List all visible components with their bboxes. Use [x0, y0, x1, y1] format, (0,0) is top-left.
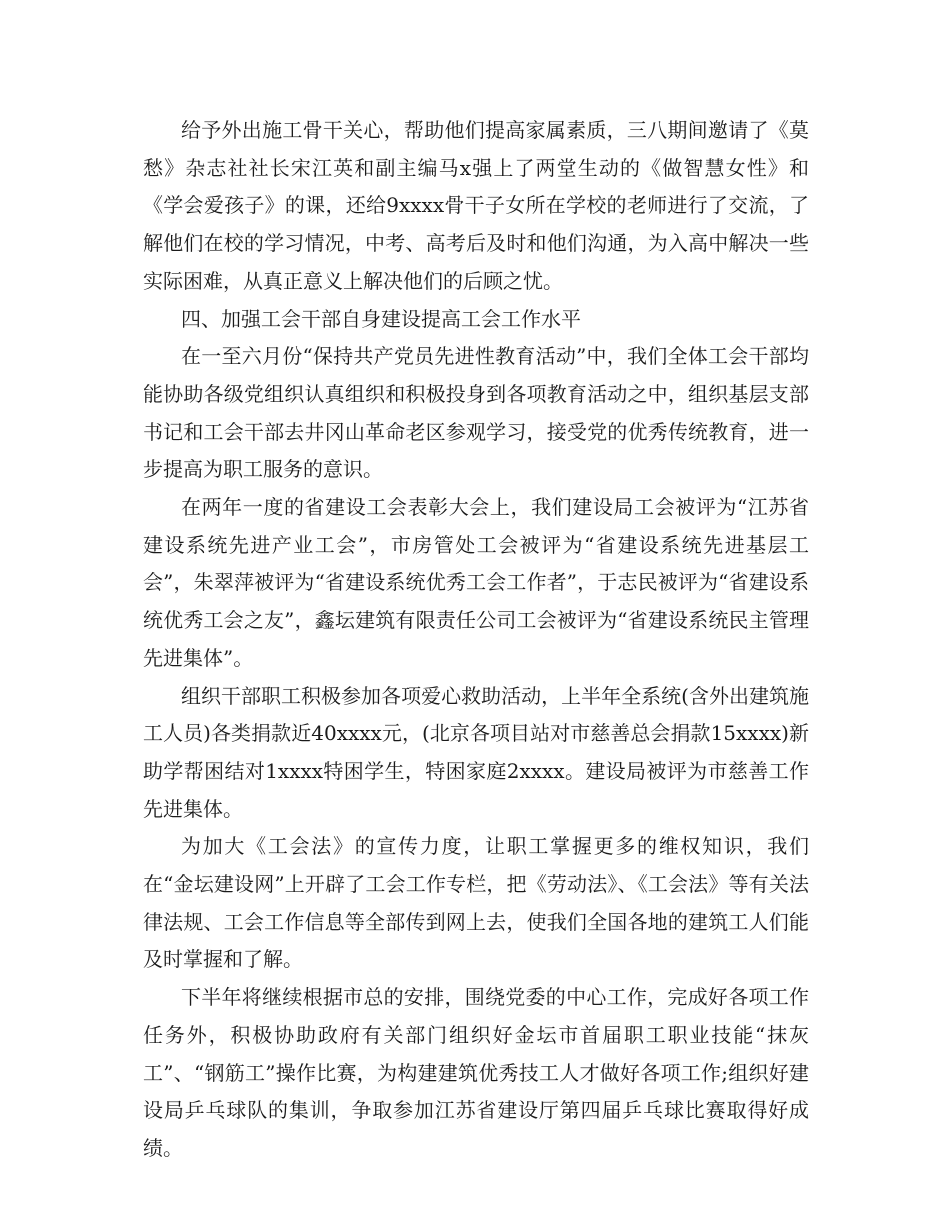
paragraph-second-half-plan: 下半年将继续根据市总的安排，围绕党委的中心工作，完成好各项工作任务外，积极协助政府有关部门组织好金坛市首届职工职业技能“抹灰工”、“钢筋工”操作比赛，为构建建筑优秀技工人才做好各项工作;组织好建设局乒乓球队的集训，争取参加江苏省建设厅第四届乒乓球比赛取得好成绩。	[143, 985, 809, 1160]
paragraph-party-education: 在一至六月份“保持共产党员先进性教育活动”中，我们全体工会干部均能协助各级党组织认真组织和积极投身到各项教育活动之中，组织基层支部书记和工会干部去井冈山革命老区参观学习，接受党的优秀传统教育，进一步提高为职工服务的意识。	[143, 344, 809, 482]
paragraph-union-law: 为加大《工会法》的宣传力度，让职工掌握更多的维权知识，我们在“金坛建设网”上开辟了工会工作专栏，把《劳动法》、《工会法》等有关法律法规、工会工作信息等全部传到网上去，使我们全国各地的建筑工人们能及时掌握和了解。	[143, 834, 809, 972]
section-heading-four: 四、加强工会干部自身建设提高工会工作水平	[181, 306, 581, 331]
paragraph-charity: 组织干部职工积极参加各项爱心救助活动，上半年全系统(含外出建筑施工人员)各类捐款近40xxxx元，(北京各项目站对市慈善总会捐款15xxxx)新助学帮困结对1xxxx特困学生，特困家庭2xxxx。建设局被评为市慈善工作先进集体。	[143, 683, 809, 821]
paragraph-awards: 在两年一度的省建设工会表彰大会上，我们建设局工会被评为“江苏省建设系统先进产业工会”，市房管处工会被评为“省建设系统先进基层工会”，朱翠萍被评为“省建设系统优秀工会工作者”，于志民被评为“省建设系统优秀工会之友”，鑫坛建筑有限责任公司工会被评为“省建设系统民主管理先进集体”。	[143, 495, 809, 670]
document-page	[143, 112, 809, 1168]
paragraph-family-care: 给予外出施工骨干关心，帮助他们提高家属素质，三八期间邀请了《莫愁》杂志社社长宋江英和副主编马x强上了两堂生动的《做智慧女性》和《学会爱孩子》的课，还给9xxxx骨干子女所在学校的老师进行了交流，了解他们在校的学习情况，中考、高考后及时和他们沟通，为入高中解决一些实际困难，从真正意义上解决他们的后顾之忧。	[143, 118, 809, 293]
